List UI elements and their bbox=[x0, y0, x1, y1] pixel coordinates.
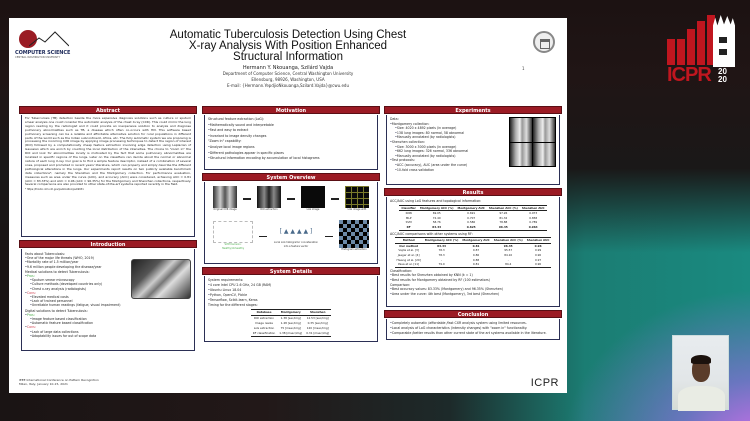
arrow-connector bbox=[287, 198, 295, 200]
motivation-item: • Structural information encoding by accumulation of local histograms bbox=[208, 156, 374, 162]
table-cell: 0.81 bbox=[472, 243, 480, 248]
conference-name: IEEE International Conference on Pattern Recognition bbox=[19, 378, 99, 382]
table-cell: 0.825 bbox=[466, 224, 476, 229]
column-middle bbox=[202, 106, 380, 345]
fact-item: • One of the major life threats (WHO, 2019) bbox=[25, 256, 128, 260]
classification-item: • Best results for Montgomery obtained by RF (100 estimators) bbox=[390, 278, 556, 283]
table-cell: 0.86 bbox=[472, 252, 480, 257]
table-cell: Hwang et al. [20] bbox=[396, 257, 421, 262]
log-image bbox=[301, 186, 325, 208]
university-seal-icon bbox=[533, 31, 555, 53]
digital-con-item: • Lack of large data collections bbox=[25, 330, 191, 334]
table-cell: Our method bbox=[399, 243, 419, 248]
xray-thumbnail bbox=[510, 118, 532, 142]
conclusion-item: • Comparable /better results than other current state of the art systems available in the literature. bbox=[390, 331, 556, 336]
feature-vector-icon: [ ▲ ▲ ▲ ▲ ] bbox=[279, 228, 313, 236]
table-header: Shenzhen AUC bbox=[526, 238, 550, 243]
shenzhen-item: • Size: 3000 x 3000 pixels (in average) bbox=[390, 145, 506, 150]
medical-con-item: • Unreliable human readings (fatigue, visual impairment) bbox=[25, 303, 128, 307]
table-cell: LoG extraction bbox=[253, 326, 275, 330]
table-cell: 78.88 bbox=[499, 220, 508, 225]
conclusion-item: • Completely automatic /affordable /fast CXR analysis system using limited resources. bbox=[390, 321, 556, 326]
table-header: Montgomery bbox=[280, 310, 301, 314]
table-header: Classifier bbox=[401, 205, 416, 210]
table-header: Shenzhen AUC bbox=[521, 205, 545, 210]
table-cell: 0.31 [msec/img] bbox=[306, 331, 330, 335]
montgomery-label: • Montgomery collection: bbox=[390, 122, 506, 127]
table2-label: ACC/AUC comparisons with other systems using RF: bbox=[390, 231, 473, 236]
logo-text: ICPR bbox=[667, 64, 711, 86]
table-cell: 0.973 bbox=[529, 211, 538, 216]
icpr-2020-logo bbox=[667, 10, 737, 85]
stage-caption: Local LoG histograms' concatenation into a feature vector bbox=[273, 241, 319, 249]
table-cell: Image resize bbox=[255, 321, 273, 325]
table-cell: 78.3 bbox=[438, 252, 445, 257]
column-right bbox=[384, 106, 562, 343]
table-cell: SVM bbox=[405, 220, 412, 225]
table-cell: 0.90 bbox=[534, 252, 542, 257]
experiments-heading: Experiments bbox=[384, 106, 562, 114]
table-cell: 58.76 bbox=[432, 220, 441, 225]
logo-bars-icon bbox=[667, 15, 715, 65]
medical-pro-item: • Chest x-ray analysis (radiologists) bbox=[25, 287, 128, 291]
table-cell: 0.99 bbox=[534, 248, 542, 253]
footer-brand: ICPR bbox=[530, 377, 559, 389]
table-cell: 79.0 bbox=[438, 262, 445, 267]
table-cell: 1.48 [sec/img] bbox=[280, 321, 301, 325]
title-line-1: Automatic Tuberculosis Detection Using Chest bbox=[169, 29, 407, 41]
xray-thumbnail bbox=[510, 143, 532, 167]
table-row bbox=[399, 225, 546, 230]
original-cxr-image bbox=[213, 186, 237, 208]
digital-label: Digital solutions to detect Tuberculosis: bbox=[25, 308, 88, 313]
table-cell: Pasa et al. [11] bbox=[398, 262, 420, 267]
protocol-label: • Test protocols: bbox=[390, 158, 506, 163]
table-cell: 84.4 bbox=[505, 262, 512, 267]
timing-label: Timing for the different stages: bbox=[208, 303, 258, 307]
logo-brand-text: COMPUTER SCIENCE bbox=[15, 50, 71, 56]
table-header: Shenzhen bbox=[310, 310, 326, 314]
table-cell: Vajda et al. [3] bbox=[398, 248, 419, 253]
abstract-footnote: * https://lhncbc.nlm.nih.gov/publication/pub9931 bbox=[25, 188, 84, 192]
table-cell: 0.858 bbox=[529, 215, 538, 220]
medical-con-item: • Elevated medical costs bbox=[25, 295, 128, 299]
arrow-connector bbox=[259, 236, 267, 238]
protocol-item: • ACC (accuracy), AUC (area under the curve) bbox=[390, 163, 506, 168]
table-cell: 0.789 bbox=[529, 220, 538, 225]
requirement-item: • Tensorflow, Scikit-learn, Keras bbox=[208, 298, 374, 303]
motivation-label-2: "Zoom in" capability: bbox=[208, 139, 242, 144]
table-cell: 95.57 bbox=[504, 248, 513, 253]
chest-xray-stethoscope-photo bbox=[131, 259, 191, 299]
table-cell: - bbox=[507, 257, 509, 262]
table-cell: KNN bbox=[405, 211, 412, 216]
table-cell: 96.35 bbox=[498, 224, 508, 229]
table-cell: 83.33 bbox=[432, 224, 442, 229]
table-header: Method bbox=[402, 238, 415, 243]
table-cell: 12.53 [sec/img] bbox=[306, 316, 329, 320]
logo-year bbox=[718, 68, 727, 84]
comparison-table bbox=[395, 237, 552, 268]
footer-conference bbox=[19, 378, 99, 386]
stage-caption: ROI extraction bbox=[260, 208, 278, 211]
email: E-mail: {Hermann.YepdjioNkouanga,Szilard.Vajda}@cwu.edu bbox=[227, 83, 349, 88]
medical-pro-item: • Sputum smear microscopy bbox=[25, 278, 128, 282]
medical-cons-label: • Cons: bbox=[25, 291, 128, 295]
motivation-item: • Invariant to image density changes bbox=[208, 134, 374, 140]
presenter-body bbox=[678, 386, 725, 411]
abstract-text: For Tuberculosis (TB) detection beside the more expensive diagnosis solutions such as culture or sputum smear analysis one could consider the automatic analysis of the chest X-ray (CXR). This could mimic the lung region reading by the radiologist and it could provide an inexpensive solution to analyze and diagnose pulmonary abnormalities such as TB, a disease which often co-occurs with HIV. This software based pulmonary screening can be a reliable and affordable alternative solution for rural populations in different parts of the world such as the Indian subcontinent, Africa, etc. The fully automatic system we are proposing is processing the incoming CXR image by applying image processing techniques to detect the region of interest (ROI) followed by a computationally cheap feature extraction involving edge detection using Laplacian of Gaussian which are enrich by counting the local distribution of the intensities. The choice to "zoom in" the ROI and look for abnormalities locally is motivated by the fact that some pulmonary abnormalities are localized in specific regions of the lungs. Later on the classifiers can decide about the normal or abnormal nature of each lung X-ray. Our goal is to find a simple feature descriptor, instead of a combination of several ones, proposed and promoted in recent years' literature, which can properly and simply describe the different pathological alterations in the lungs. Our experiments report results on two publicly available benchmark data collections*, namely the Shenzhen and the Montgomery collection. For performance evaluation, measures such as area under the curve (AUC), and accuracy (ACC) were considered, achieving AUC = 0.81 (ACC = 83.33%) and AUC = 0.96 (ACC = 96.35%) for the Montgomery and Shenzhen collections, respectively. Several comparisons are also provided to other state-of-the-art systems reported recently in the field. bbox=[25, 116, 191, 187]
medical-con-item: • Lack of trained personnel bbox=[25, 299, 128, 303]
facts-label: Facts about Tuberculosis: bbox=[25, 252, 65, 256]
system-overview-heading: System Overview bbox=[202, 173, 380, 181]
stage-caption: Histogram extraction bbox=[341, 248, 367, 252]
table1-label: ACC/AUC using LoG features and topological information: bbox=[390, 199, 482, 203]
fact-item: • 9.6 million people developing the disease/year bbox=[25, 265, 128, 269]
table-row bbox=[395, 262, 552, 267]
table-cell: 75 [msec/img] bbox=[280, 326, 301, 330]
table-cell: 0.964 bbox=[528, 224, 538, 229]
table-cell: 0.97 bbox=[534, 257, 542, 262]
presenter-hair bbox=[691, 355, 711, 364]
address: Ellensburg, 98926, Washington, USA bbox=[251, 77, 325, 82]
digital-con-item: • Adaptability issues for out of scope data bbox=[25, 334, 191, 338]
motivation-section bbox=[202, 106, 380, 170]
conference-location: Milan, Italy, January 10-15, 2021 bbox=[19, 382, 68, 386]
table-cell: - bbox=[441, 257, 443, 262]
abstract-section bbox=[19, 106, 197, 237]
table-cell: 0.35 [sec/img] bbox=[307, 321, 328, 325]
arrow-connector bbox=[331, 198, 339, 200]
year-bottom: 20 bbox=[718, 75, 727, 84]
stage-caption: LoG image with bbox=[347, 208, 367, 211]
table-row bbox=[251, 331, 331, 337]
motivation-label-1: Structural feature extraction (LoG): bbox=[208, 117, 265, 121]
results-section bbox=[384, 188, 562, 307]
table-header: Database bbox=[256, 310, 272, 314]
table-cell: 0.96 bbox=[534, 243, 542, 248]
table-cell: 0.586 bbox=[467, 220, 476, 225]
stage-caption: LoG image bbox=[306, 208, 320, 211]
motivation-item: • Different pathologies appear in specific places bbox=[208, 151, 374, 157]
table-cell: 120 [msec/img] bbox=[306, 326, 329, 330]
table-header: Shenzhen ACC (%) bbox=[493, 238, 523, 243]
arrow-connector bbox=[325, 236, 333, 238]
comparison-item: • Best accuracy values: 83.33% (Montgomery) and 96.35% (Shenzhen) bbox=[390, 287, 556, 292]
requirement-item: • Python, OpenCV, Pickle bbox=[208, 293, 374, 298]
requirements-label: System requirements: bbox=[208, 278, 244, 282]
requirement-item: • Ubuntu Linux 18.04 bbox=[208, 288, 374, 293]
logo-sub-text: CENTRAL WASHINGTON UNIVERSITY bbox=[15, 56, 61, 59]
table-cell: Jaeger et al. [4] bbox=[397, 252, 420, 257]
table-header: Montgomery ACC (%) bbox=[424, 238, 459, 243]
introduction-section bbox=[19, 240, 197, 351]
motivation-item: • Mathematically sound and interpretable bbox=[208, 123, 374, 129]
title-line-3: Structural Information bbox=[233, 51, 343, 63]
system-details-section bbox=[202, 267, 380, 342]
system-details-heading: System Details bbox=[202, 267, 380, 275]
table-cell: ROI extraction bbox=[254, 316, 275, 320]
roi-extraction-image bbox=[257, 186, 281, 208]
poster-title bbox=[129, 30, 447, 63]
table-cell: 78.3 bbox=[438, 248, 445, 253]
table-cell: 69.05 bbox=[432, 211, 441, 216]
table-cell: 0.707 bbox=[467, 215, 476, 220]
table-header: Montgomery AUC bbox=[457, 205, 485, 210]
poster-header bbox=[129, 30, 447, 89]
digital-cons-label: • Cons: bbox=[25, 325, 191, 329]
system-overview-section bbox=[202, 173, 380, 264]
motivation-item: • Fast and easy to extract bbox=[208, 128, 374, 134]
xray-thumbnail bbox=[533, 143, 555, 167]
svm-decision-tree-icon bbox=[213, 221, 253, 243]
table-header: Montgomery ACC (%) bbox=[419, 205, 454, 210]
shenzhen-item: • Manually annotated (by radiologists) bbox=[390, 154, 506, 159]
classification-item: • Best results for Shenzhen obtained by KNN (k = 1) bbox=[390, 273, 556, 278]
xray-thumbnail bbox=[533, 118, 555, 142]
stage-caption: Original CXR image bbox=[213, 208, 237, 211]
poster-slide bbox=[9, 18, 567, 393]
fact-item: • Mortality rate of 1.5 million/year bbox=[25, 260, 128, 264]
table-cell: MLP bbox=[405, 215, 412, 220]
conclusion-heading: Conclusion bbox=[384, 310, 562, 318]
conclusion-section bbox=[384, 310, 562, 340]
stage-caption: SVM Decision: Healthy/Unhealthy bbox=[221, 243, 245, 251]
requirement-item: • 4 core Intel CPU 2.6 GHz, 24 GB (RAM) bbox=[208, 283, 374, 288]
column-left bbox=[19, 106, 197, 354]
shenzhen-label: • Shenzhen collection: bbox=[390, 140, 506, 145]
motivation-heading: Motivation bbox=[202, 106, 380, 114]
cathedral-icon bbox=[713, 15, 735, 67]
medical-pros-label: • Pros: bbox=[25, 274, 128, 278]
table-cell: 0.88 bbox=[472, 257, 480, 262]
cwu-computer-science-logo bbox=[15, 30, 70, 64]
experiments-section bbox=[384, 106, 562, 185]
table-cell: 1.38 [sec/img] bbox=[280, 316, 301, 320]
table-cell: 81.32 bbox=[499, 215, 508, 220]
table-cell: 0.87 bbox=[472, 248, 480, 253]
digital-pros-label: • Pros: bbox=[25, 313, 191, 317]
comparison-label: Comparison: bbox=[390, 282, 411, 287]
affiliation: Department of Computer Science, Central Washington University bbox=[222, 71, 354, 76]
year-top: 20 bbox=[718, 67, 727, 76]
medical-label: Medical solutions to detect Tuberculosis: bbox=[25, 269, 90, 274]
motivation-item: • Analyze local image regions bbox=[208, 145, 374, 151]
montgomery-item: • 138 lung images: 80 normal, 58 abnormal bbox=[390, 131, 506, 136]
medical-pro-item: • Culture methods (developed countries only) bbox=[25, 282, 128, 286]
table-cell: 1.38 [msec/img] bbox=[279, 331, 303, 335]
data-label: Data: bbox=[390, 117, 399, 121]
montgomery-item: • Manually annotated (by radiologists) bbox=[390, 135, 506, 140]
conclusion-item: • Local analysis of LoG characteristics (intensity changes) with "zoom in" functionality. bbox=[390, 326, 556, 331]
shenzhen-item: • 662 lung images: 326 normal, 336 abnormal bbox=[390, 149, 506, 154]
arrow-connector bbox=[243, 198, 251, 200]
presenter-webcam bbox=[672, 335, 729, 410]
table-cell: 83.33 bbox=[437, 243, 446, 248]
classifier-results-table bbox=[399, 205, 546, 231]
table-cell: RF bbox=[406, 224, 411, 229]
histogram-grid-image bbox=[339, 220, 369, 248]
table-cell: 97.26 bbox=[499, 211, 508, 216]
montgomery-item: • Size: 4020 x 4892 pixels (in average) bbox=[390, 126, 506, 131]
title-line-2: X-ray Analysis With Position Enhanced bbox=[188, 40, 388, 52]
comparison-item: • Area under the curve: 4th best (Montgomery), 3rd best (Shenzhen) bbox=[390, 292, 556, 297]
results-heading: Results bbox=[384, 188, 562, 196]
digital-pro-item: • Automatic feature based classification bbox=[25, 321, 191, 325]
table-cell: 0.90 bbox=[534, 262, 542, 267]
timing-table bbox=[251, 309, 331, 337]
protocol-item: • 10-fold cross validation bbox=[390, 168, 506, 173]
introduction-heading: Introduction bbox=[19, 240, 197, 248]
table-cell: 96.35 bbox=[503, 243, 513, 248]
table-cell: 0.81 bbox=[472, 262, 480, 267]
log-grid-image bbox=[345, 186, 369, 208]
classification-label: Classification: bbox=[390, 268, 413, 273]
table-header: Shenzhen ACC (%) bbox=[488, 205, 518, 210]
page-number: 1 bbox=[522, 66, 525, 71]
table-cell: 0.691 bbox=[467, 211, 476, 216]
authors: Hermann Y. Nkouanga, Szilárd Vajda bbox=[242, 65, 334, 71]
abstract-heading: Abstract bbox=[19, 106, 197, 114]
digital-pro-item: • Image feature based classification bbox=[25, 317, 191, 321]
table-cell: 84.10 bbox=[504, 252, 513, 257]
mountain-icon bbox=[29, 30, 69, 48]
table-cell: RF classification bbox=[252, 331, 276, 335]
sample-xray-grid bbox=[509, 117, 556, 167]
table-header: Montgomery AUC bbox=[462, 238, 490, 243]
table-cell: 72.40 bbox=[432, 215, 441, 220]
